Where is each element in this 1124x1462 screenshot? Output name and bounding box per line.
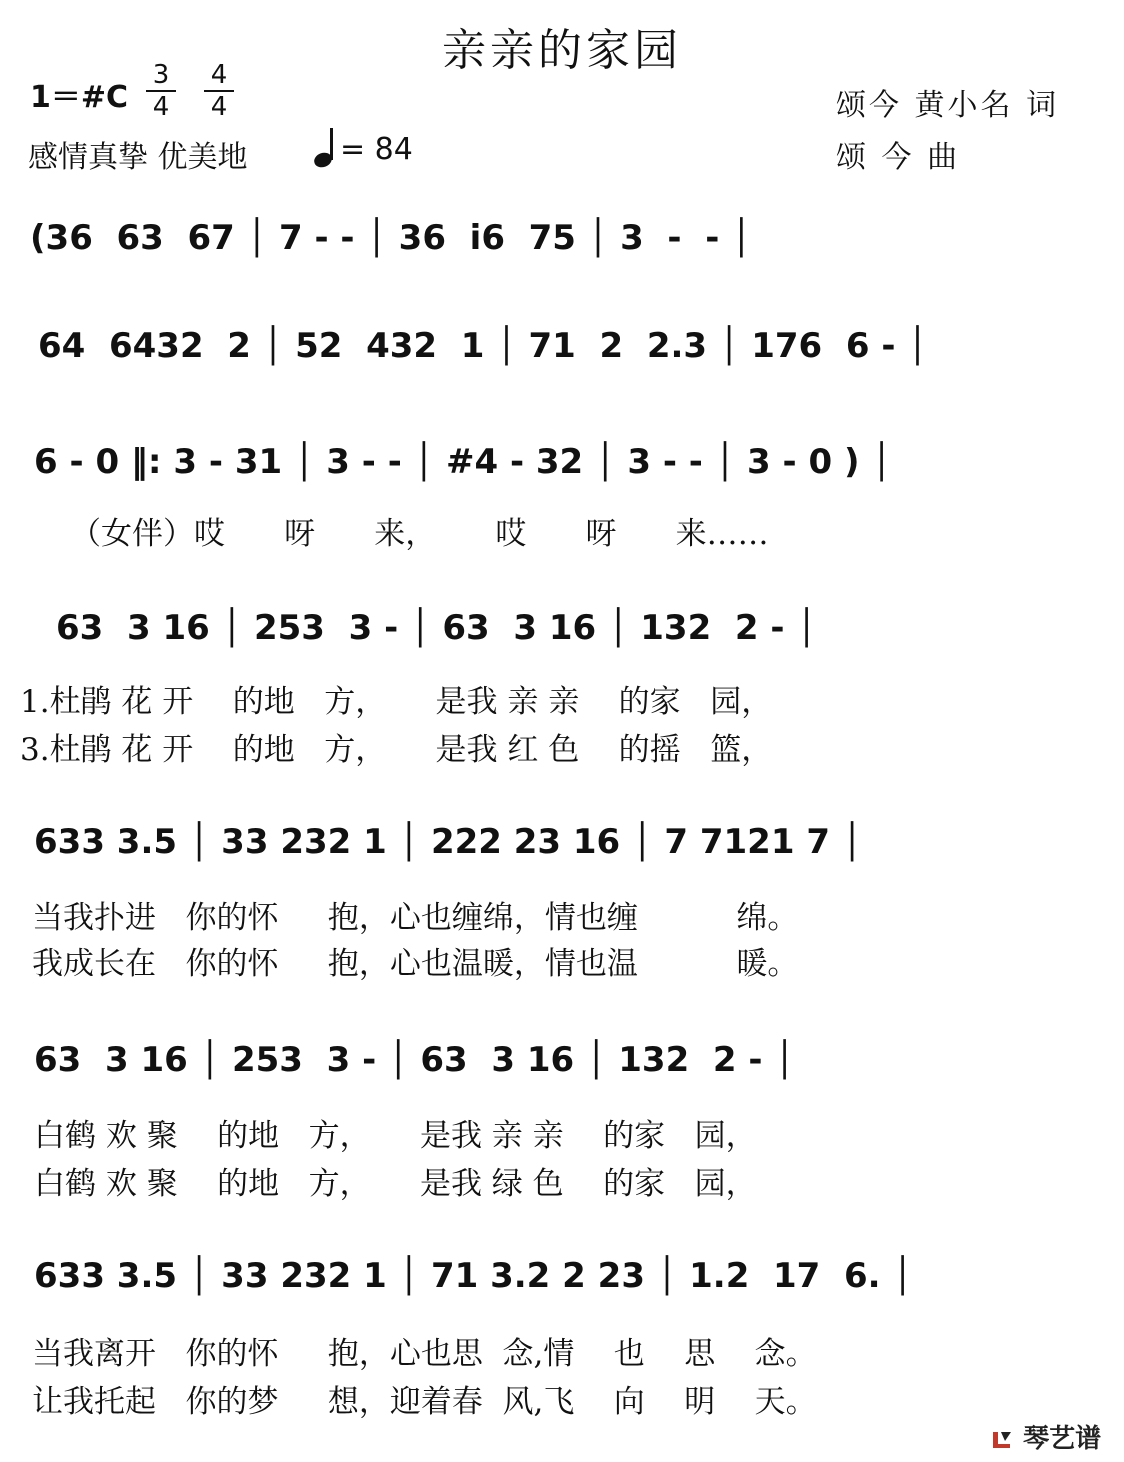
notes-line: 63 3 16 │ 253 3 - │ 63 3 16 │ 132 2 - │ — [34, 1040, 795, 1080]
score-title: 亲亲的家园 — [442, 25, 682, 76]
notes-line: 64 6432 2 │ 52 432 1 │ 71 2 2.3 │ 176 6 - │ — [38, 326, 928, 366]
lyric-line: 白鹤 欢 聚 的地 方， 是我 亲 亲 的家 园， — [34, 1118, 757, 1154]
lyric-line: 我成长在 你的怀 抱，心也温暖，情也温 暖。 — [32, 946, 799, 982]
notes-line: 6 - 0 ‖: 3 - 31 │ 3 - - │ #4 - 32 │ 3 - - │ 3 - 0 ) │ — [34, 442, 892, 482]
lyric-line: 白鹤 欢 聚 的地 方， 是我 绿 色 的家 园， — [34, 1166, 757, 1202]
watermark-logo — [990, 1418, 1101, 1455]
staff-system-7 — [0, 1234, 1124, 1420]
staff-system-2 — [0, 300, 1124, 390]
lyric-line: 1.杜鹃 花 开 的地 方， 是我 亲 亲 的家 园， — [20, 684, 773, 720]
time-sig-1-top: 3 — [152, 60, 170, 90]
time-sig-1-bottom: 4 — [152, 92, 170, 122]
quarter-note-icon — [312, 126, 342, 170]
staff-system-1 — [0, 196, 1124, 286]
lyric-line: （女伴）哎 呀 来， 哎 呀 来…… — [70, 516, 769, 552]
composer-credit: 颂 今 曲 — [836, 140, 961, 175]
staff-system-4 — [0, 586, 1124, 766]
lyric-line: 当我离开 你的怀 抱，心也思 念,情 也 思 念。 — [32, 1336, 817, 1372]
lyric-line: 让我托起 你的梦 想，迎着春 风,飞 向 明 天。 — [32, 1384, 817, 1420]
staff-system-6 — [0, 1018, 1124, 1202]
lyric-line: 3.杜鹃 花 开 的地 方， 是我 红 色 的摇 篮， — [20, 732, 773, 768]
time-sig-2-bottom: 4 — [210, 92, 228, 122]
notes-line: (36 63 67 │ 7 - - │ 36 i6 75 │ 3 - - │ — [30, 218, 752, 258]
watermark-logo-icon — [990, 1428, 1014, 1452]
lyric-line: 当我扑进 你的怀 抱，心也缠绵，情也缠 绵。 — [32, 900, 799, 936]
notes-line: 633 3.5 │ 33 232 1 │ 71 3.2 2 23 │ 1.2 17 6. │ — [34, 1256, 913, 1296]
notes-line: 633 3.5 │ 33 232 1 │ 222 23 16 │ 7 7121 7 │ — [34, 822, 863, 862]
notes-line: 63 3 16 │ 253 3 - │ 63 3 16 │ 132 2 - │ — [56, 608, 817, 648]
staff-system-3 — [0, 420, 1124, 560]
tempo-mark: = 84 — [340, 132, 413, 167]
time-sig-2-top: 4 — [210, 60, 228, 90]
key-signature: 1＝#C — [30, 80, 129, 115]
staff-system-5 — [0, 800, 1124, 980]
expression-mark: 感情真挚 优美地 — [28, 140, 248, 175]
lyricist-credit: 颂今 黄小名 词 — [836, 88, 1060, 123]
watermark-text: 琴艺谱 — [1023, 1424, 1102, 1454]
